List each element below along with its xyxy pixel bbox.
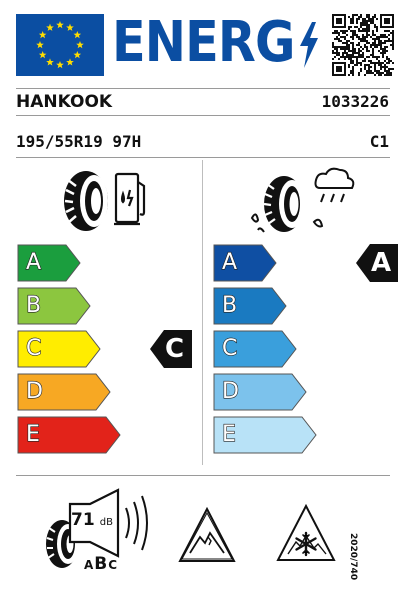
qr-code[interactable] xyxy=(332,14,394,76)
wet-grip-class-pointer xyxy=(356,244,398,282)
wet-grip-class: A xyxy=(371,248,392,278)
fuel-efficiency-bar-b xyxy=(18,288,90,324)
header-divider xyxy=(16,88,390,89)
fuel-efficiency-letter: C xyxy=(26,336,42,361)
energy-bolt-icon xyxy=(298,22,320,68)
wet-grip-bar-c xyxy=(214,331,296,367)
wet-grip-letter: A xyxy=(222,250,238,275)
flag-star xyxy=(66,58,74,65)
regulation-number: 2020/740 xyxy=(348,533,358,581)
noise-class-letter: A xyxy=(84,558,94,572)
fuel-efficiency-icon xyxy=(60,168,150,234)
noise-value: 71 xyxy=(71,510,95,530)
fuel-efficiency-bar-a xyxy=(18,245,80,281)
noise-unit: dB xyxy=(99,517,113,528)
wet-grip-bar-b xyxy=(214,288,286,324)
section-divider xyxy=(202,160,203,465)
noise-class-scale xyxy=(84,554,134,574)
wet-grip-letter: D xyxy=(222,379,239,404)
sound-waves-icon xyxy=(126,496,147,550)
fuel-efficiency-bar-e xyxy=(18,417,120,453)
supplier-name: HANKOOK xyxy=(16,92,113,112)
eu-flag-icon xyxy=(16,14,104,76)
noise-class-letter: B xyxy=(94,554,108,574)
wet-grip-bar-a xyxy=(214,245,276,281)
flag-star xyxy=(76,41,84,48)
flag-star xyxy=(74,51,82,58)
header-divider xyxy=(16,157,390,158)
flag-star xyxy=(56,21,64,28)
wet-grip-icon xyxy=(248,164,358,236)
wet-grip-bar-e xyxy=(214,417,316,453)
fuel-efficiency-letter: A xyxy=(26,250,42,275)
tyre-icon xyxy=(64,171,108,231)
flag-star xyxy=(74,31,82,38)
footer-divider xyxy=(16,475,390,476)
fuel-efficiency-letter: E xyxy=(26,422,40,447)
fuel-efficiency-bar-d xyxy=(18,374,110,410)
wet-grip-letter: E xyxy=(222,422,236,447)
tyre-class: C1 xyxy=(369,132,389,151)
flag-star xyxy=(46,58,54,65)
wet-grip-letter: B xyxy=(222,293,238,318)
flag-star xyxy=(36,41,44,48)
fuel-efficiency-class-pointer xyxy=(150,330,192,368)
flag-star xyxy=(46,24,54,31)
fuel-efficiency-bar-c xyxy=(18,331,100,367)
snowflake-icon xyxy=(297,533,316,555)
wet-grip-bar-d xyxy=(214,374,306,410)
noise-class-letter: C xyxy=(108,558,118,572)
noise-icon xyxy=(40,486,160,576)
wet-grip-letter: C xyxy=(222,336,238,361)
header-divider xyxy=(16,115,390,116)
flag-star xyxy=(39,31,47,38)
mountain-icon xyxy=(178,507,236,563)
fuel-efficiency-letter: B xyxy=(26,293,42,318)
fuel-efficiency-letter: D xyxy=(26,379,43,404)
rain-cloud-icon xyxy=(316,169,354,202)
flag-star xyxy=(66,24,74,31)
fuel-pump-icon xyxy=(114,174,144,224)
snowflake-mountain-icon xyxy=(276,504,336,564)
flag-star xyxy=(56,61,64,68)
flag-star xyxy=(39,51,47,58)
type-identifier: 1033226 xyxy=(321,92,389,111)
tyre-size: 195/55R19 97H xyxy=(16,132,142,151)
tyre-icon xyxy=(264,176,305,232)
energy-title: ENERG xyxy=(112,10,295,75)
fuel-efficiency-class: C xyxy=(165,334,185,364)
